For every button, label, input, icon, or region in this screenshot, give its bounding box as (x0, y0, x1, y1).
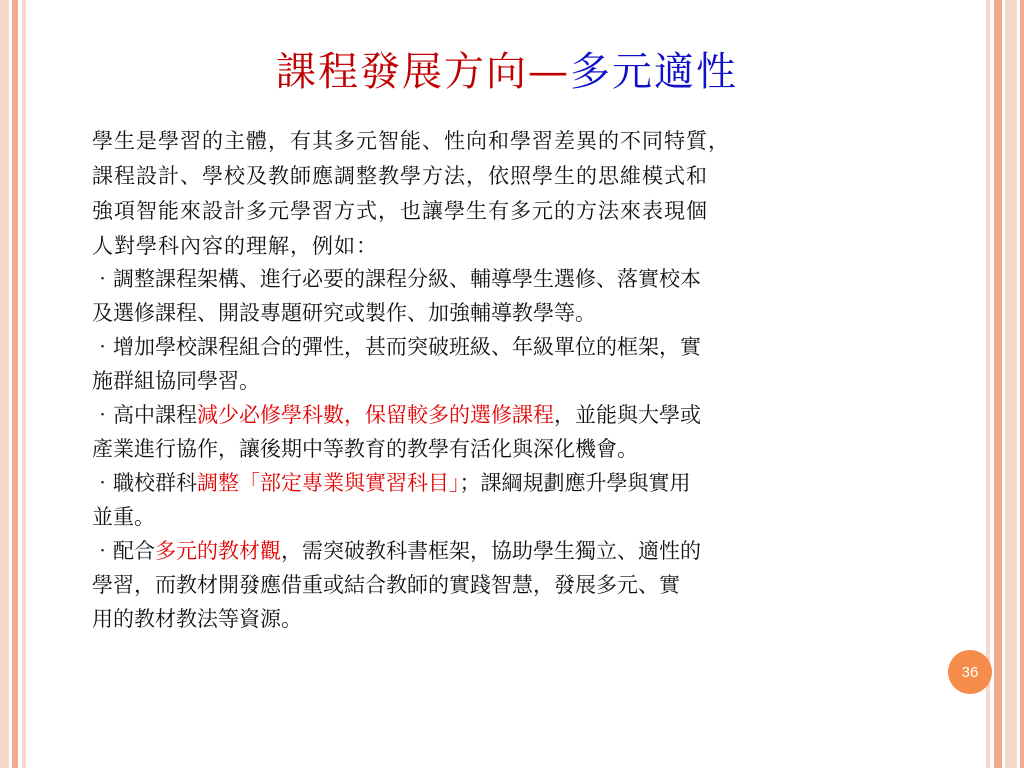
bullet-text: ；課綱規劃應升學與實用 (459, 471, 691, 495)
bullet-line (92, 534, 932, 568)
intro-line: 課程設計、學校及教師應調整教學方法，依照學生的思維模式和 (92, 164, 708, 188)
right-border-stripes (986, 0, 1024, 768)
border-stripe (22, 0, 26, 768)
bullet-line: 施群組協同學習。 (92, 369, 260, 393)
bullet-line: 學習，而教材開發應借重或結合教師的實踐智慧，發展多元、實 (92, 573, 680, 597)
bullet-line (92, 466, 932, 500)
bullet-line: 產業進行協作，讓後期中等教育的教學有活化與深化機會。 (92, 437, 638, 461)
highlighted-text: 減少必修學科數，保留較多的選修課程 (197, 403, 554, 427)
bullet-line: ‧調整課程架構、進行必要的課程分級、輔導學生選修、落實校本 (92, 267, 701, 291)
border-stripe (1005, 0, 1017, 768)
highlighted-text: 調整「部定專業與實習科目」 (197, 471, 460, 495)
bullet-text: ‧配合 (92, 539, 155, 563)
bullet-line (92, 398, 932, 432)
intro-line: 人對學科內容的理解，例如： (92, 234, 378, 258)
highlighted-text: 多元的教材觀 (155, 539, 281, 563)
bullet-text: ‧職校群科 (92, 471, 197, 495)
slide (28, 0, 986, 768)
bullet-item (92, 330, 932, 398)
slide-title (28, 42, 986, 102)
border-stripe (1020, 0, 1024, 768)
title-part-red: 課程發展方向— (276, 49, 570, 95)
bullet-line: 及選修課程、開設專題研究或製作、加強輔導教學等。 (92, 301, 596, 325)
bullet-item (92, 466, 932, 534)
intro-paragraph (92, 124, 932, 264)
bullet-item (92, 534, 932, 636)
bullet-line: 用的教材教法等資源。 (92, 607, 302, 631)
border-stripe (994, 0, 1002, 768)
intro-line: 強項智能來設計多元學習方式，也讓學生有多元的方法來表現個 (92, 199, 708, 223)
bullet-text: ‧高中課程 (92, 403, 197, 427)
border-stripe (0, 0, 9, 768)
bullet-item (92, 398, 932, 466)
bullet-text: ，並能與大學或 (554, 403, 701, 427)
bullet-line: ‧增加學校課程組合的彈性，甚而突破班級、年級單位的框架，實 (92, 335, 701, 359)
bullet-text: ，需突破教科書框架，協助學生獨立、適性的 (281, 539, 701, 563)
bullet-item (92, 262, 932, 330)
bullet-list (92, 262, 932, 636)
title-part-blue: 多元適性 (570, 49, 738, 95)
intro-line: 學生是學習的主體，有其多元智能、性向和學習差異的不同特質， (92, 129, 730, 153)
page-number-badge: 36 (948, 650, 992, 694)
left-border-stripes (0, 0, 26, 768)
bullet-line: 並重。 (92, 505, 155, 529)
